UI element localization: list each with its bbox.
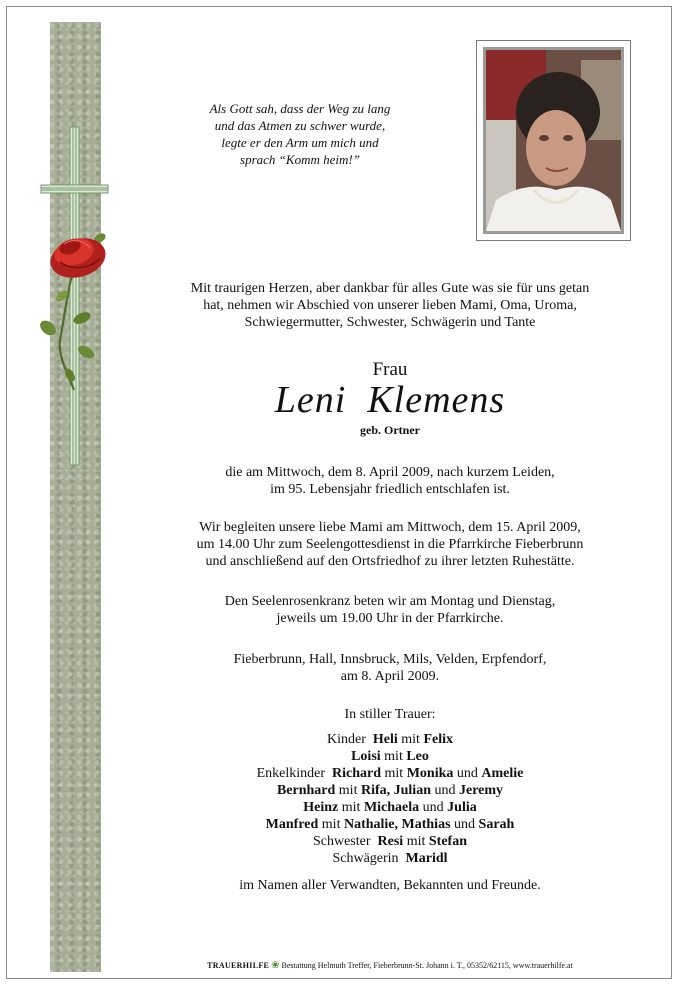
rosary-line: Den Seelenrosenkranz beten wir am Montag und Dienstag, <box>224 594 556 609</box>
portrait-frame <box>476 40 631 241</box>
mourning-heading: In stiller Trauer: <box>344 707 436 722</box>
quote-line: sprach “Komm heim!” <box>240 152 360 167</box>
intro-line: hat, nehmen wir Abschied von unserer lieben Mami, Oma, Uroma, <box>203 298 577 313</box>
mourner-line: Enkelkinder Richard mit Monika und Amelie <box>256 766 524 781</box>
salutation: Frau <box>372 359 408 380</box>
quote-line: und das Atmen zu schwer wurde, <box>214 118 386 133</box>
funeral-line: Wir begleiten unsere liebe Mami am Mittwoch, dem 15. April 2009, <box>199 520 581 535</box>
footer-brand: TRAUERHILFE <box>207 961 270 970</box>
mourner-line: Heinz mit Michaela und Julia <box>303 800 477 815</box>
place-date-line: am 8. April 2009. <box>340 669 440 684</box>
intro-line: Mit traurigen Herzen, aber dankbar für alles Gute was sie für uns getan <box>190 281 590 296</box>
funeral-info <box>130 519 650 570</box>
rosary-line: jeweils um 19.00 Uhr in der Pfarrkirche. <box>276 611 504 626</box>
death-notice <box>130 464 650 498</box>
rosary-info <box>130 593 650 627</box>
footer-text: Bestattung Helmuth Treffer, Fieberbrunn-St. Johann i. T., 05352/62115, www.trauerhilfe.at <box>281 961 573 970</box>
mourner-line: Kinder Heli mit Felix <box>327 732 453 747</box>
portrait-photo <box>483 47 624 234</box>
mourner-line: Schwägerin Maridl <box>332 851 448 866</box>
mourner-line: Bernhard mit Rifa, Julian und Jeremy <box>276 783 504 798</box>
mourners-list <box>130 731 650 867</box>
intro-line: Schwiegermutter, Schwester, Schwägerin und Tante <box>244 315 536 330</box>
memorial-quote <box>185 100 415 168</box>
mourner-line: Loisi mit Leo <box>351 749 429 764</box>
funeral-line: und anschließend auf den Ortsfriedhof zu ihrer letzten Ruhestätte. <box>205 554 575 569</box>
footer <box>130 960 650 971</box>
closing-line: im Namen aller Verwandten, Bekannten und Freunde. <box>239 878 541 893</box>
place-date-line: Fieberbrunn, Hall, Innsbruck, Mils, Velden, Erpfendorf, <box>233 652 547 667</box>
maiden-name: geb. Ortner <box>360 423 420 437</box>
death-notice-line: im 95. Lebensjahr friedlich entschlafen ist. <box>270 482 510 497</box>
death-notice-line: die am Mittwoch, dem 8. April 2009, nach kurzem Leiden, <box>225 465 555 480</box>
leaf-icon: ❀ <box>271 960 280 971</box>
intro-text <box>130 280 650 331</box>
mourner-line: Schwester Resi mit Stefan <box>312 834 467 849</box>
quote-line: Als Gott sah, dass der Weg zu lang <box>209 101 391 116</box>
mourner-line: Manfred mit Nathalie, Mathias und Sarah <box>265 817 515 832</box>
quote-line: legte er den Arm um mich und <box>221 135 379 150</box>
funeral-line: um 14.00 Uhr zum Seelengottesdienst in die Pfarrkirche Fieberbrunn <box>196 537 584 552</box>
deceased-name: Leni Klemens <box>274 379 506 421</box>
place-date <box>130 651 650 685</box>
